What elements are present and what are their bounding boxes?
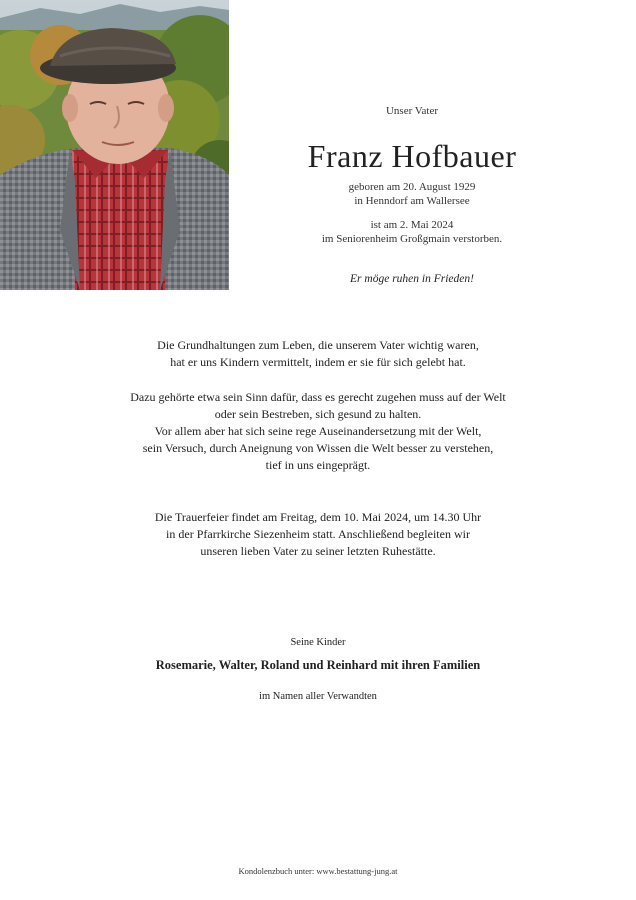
death-place: im Seniorenheim Großgmain verstorben. — [321, 233, 503, 245]
text-line: oder sein Bestreben, sich gesund zu halten. — [214, 407, 422, 421]
text-line: in der Pfarrkirche Siezenheim statt. Anschließend begleiten wir — [166, 527, 470, 541]
text-line: Vor allem aber hat sich seine rege Auseinandersetzung mit der Welt, — [154, 424, 482, 438]
deceased-name: Franz Hofbauer — [307, 138, 517, 174]
text-line: Die Trauerfeier findet am Freitag, dem 10. Mai 2024, um 14.30 Uhr — [154, 510, 482, 524]
paragraph-funeral — [60, 509, 576, 560]
portrait-photo — [0, 0, 229, 290]
paragraph-memories — [60, 389, 576, 474]
prayer-text: Er möge ruhen in Frieden! — [350, 273, 474, 285]
death-date: ist am 2. Mai 2024 — [370, 219, 454, 231]
signature-block — [60, 636, 576, 704]
signature-names: Rosemarie, Walter, Roland und Reinhard mit ihren Familien — [155, 658, 481, 672]
born-date: geboren am 20. August 1929 — [348, 181, 476, 193]
text-line: tief in uns eingeprägt. — [265, 458, 371, 472]
text-line: hat er uns Kindern vermittelt, indem er sie für sich gelebt hat. — [170, 355, 466, 369]
text-line: Dazu gehörte etwa sein Sinn dafür, dass es gerecht zugehen muss auf der Welt — [130, 390, 506, 404]
born-place: in Henndorf am Wallersee — [354, 195, 470, 207]
signature-sub: im Namen aller Verwandten — [259, 691, 377, 702]
header-block — [262, 104, 562, 286]
text-line: Die Grundhaltungen zum Leben, die unserem Vater wichtig waren, — [157, 338, 479, 352]
signature-label: Seine Kinder — [290, 637, 346, 648]
footer-condolence: Kondolenzbuch unter: www.bestattung-jung.at — [238, 866, 398, 876]
paragraph-values — [60, 337, 576, 371]
text-line: sein Versuch, durch Aneignung von Wissen die Welt besser zu verstehen, — [142, 441, 494, 455]
intro-text: Unser Vater — [385, 105, 439, 117]
text-line: unseren lieben Vater zu seiner letzten Ruhestätte. — [200, 544, 436, 558]
